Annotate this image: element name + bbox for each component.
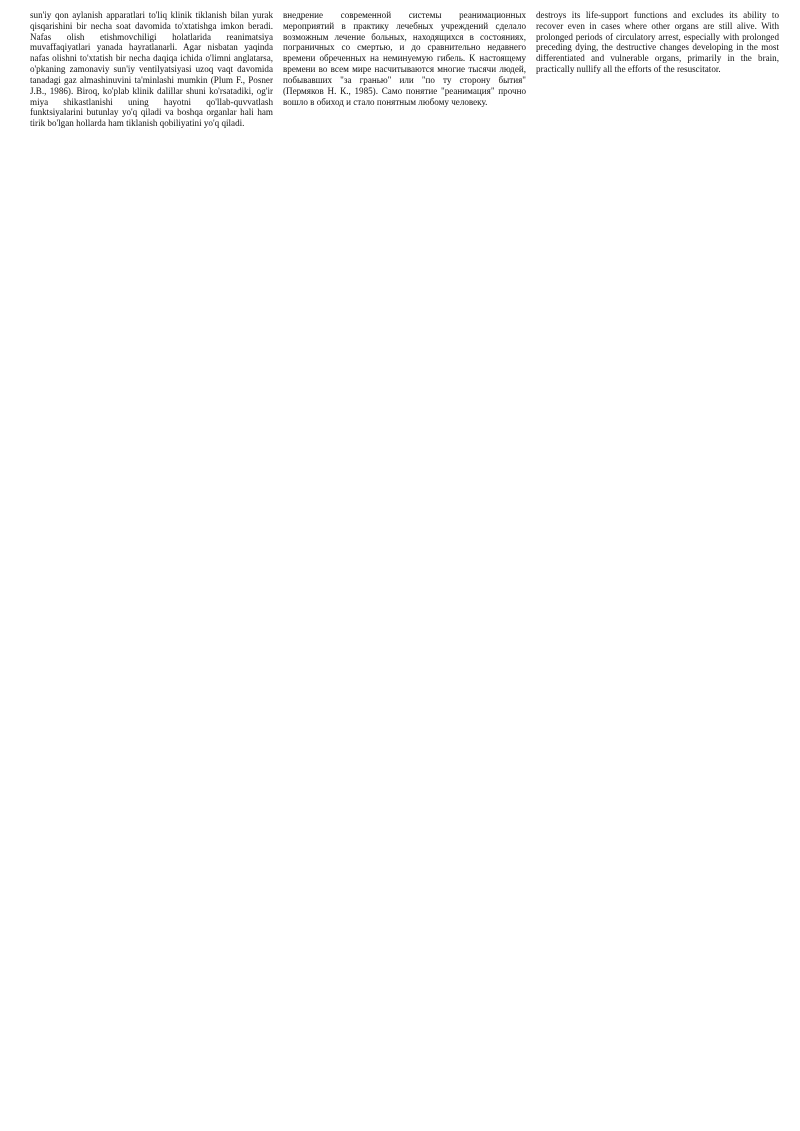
paragraph: внедрение современной системы реанимационных мероприятий в практику лечебных учреждений сделало возможным лечение больных, находящихся в состояниях, пограничных со смертью, и до сравнительно недавнего времени обреченных на неминуемую гибель. К настоящему времени во всем мире насчитываются многие тысячи людей, побывавших "за гранью" или "по ту сторону бытия" (Пермяков Н. К., 1985). Само понятие "реанимация" прочно вошло в обиход и стало понятным любому человеку. (283, 10, 526, 107)
column-english (536, 10, 779, 1125)
column-uzbek (30, 10, 273, 1125)
column-russian (283, 10, 526, 1125)
paragraph: destroys its life-support functions and excludes its ability to recover even in cases where other organs are still alive. With prolonged periods of circulatory arrest, especially with prolonged preceding dying, the destructive changes developing in the most differentiated and vulnerable organs, primarily in the brain, practically nullify all the efforts of the resuscitator. (536, 10, 779, 75)
document-page (30, 10, 780, 1125)
paragraph: sun'iy qon aylanish apparatlari to'liq klinik tiklanish bilan yurak qisqarishini bir necha soat davomida to'xtatishga imkon beradi. Nafas olish etishmovchiligi holatlarida reanimatsiya muvaffaqiyatlari yanada hayratlanarli. Agar nisbatan yaqinda nafas olishni to'xtatish bir necha daqiqa ichida o'limni anglatarsa, o'pkaning zamonaviy sun'iy ventilyatsiyasi uzoq vaqt davomida tanadagi gaz almashinuvini ta'minlashi mumkin (Plum F., Posner J.B., 1986). Biroq, ko'plab klinik dalillar shuni ko'rsatadiki, og'ir miya shikastlanishi uning hayotni qo'llab-quvvatlash funktsiyalarini butunlay yo'q qiladi va boshqa organlar hali ham tirik bo'lgan hollarda ham tiklanish qobiliyatini yo'q qiladi. (30, 10, 273, 129)
